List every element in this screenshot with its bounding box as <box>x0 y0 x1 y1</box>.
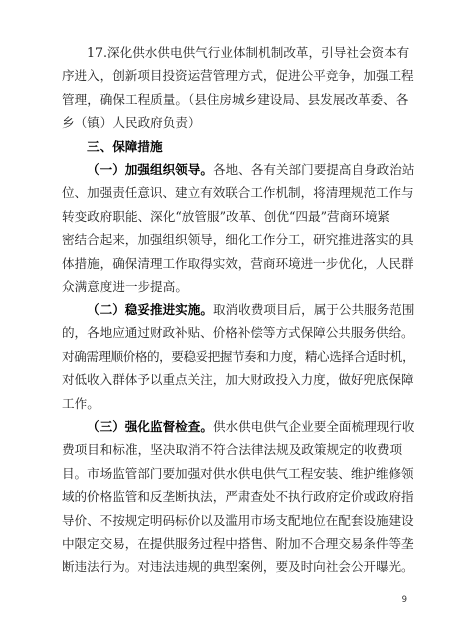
subsection-title: （三）强化监督检查。 <box>87 419 213 434</box>
section-heading: 三、保障措施 <box>87 139 163 154</box>
text-run: 供水供电供气企业要全面梳理现行收 <box>212 419 414 434</box>
text-run: 各地、各有关部门要提高自身政治站 <box>212 162 414 177</box>
text-line <box>62 158 414 181</box>
text-line: 密结合起来，加强组织领导，细化工作分工，研究推进落实的具 <box>62 232 414 248</box>
text-line: 对确需理顺价格的，要稳妥把握节奏和力度，精心选择合适时机， <box>62 348 414 364</box>
text-line: 工作。 <box>62 395 100 411</box>
subsection-title: （二）稳妥推进实施。 <box>87 302 213 317</box>
text-line: 断违法行为。对违法违规的典型案例，要及时向社会公开曝光。 <box>62 559 414 575</box>
text-line <box>62 415 414 438</box>
text-line: 序进入，创新项目投资运营管理方式，促进公平竞争，加强工程 <box>62 68 414 84</box>
text-line: 体措施，确保清理工作取得实效，营商环境进一步优化，人民群 <box>62 255 414 271</box>
text-line: 17.深化供水供电供气行业体制机制改革，引导社会资本有 <box>87 45 410 60</box>
paragraph-item-17 <box>62 41 414 135</box>
text-line: 费项目和标准，坚决取消不符合法律法规及政策规定的收费项 <box>62 442 403 458</box>
page-number: 9 <box>401 595 407 605</box>
text-line: 乡（镇）人民政府负责） <box>62 115 201 131</box>
paragraph-section-3 <box>62 415 414 579</box>
text-line: 的，各地应通过财政补贴、价格补偿等方式保障公共服务供给。 <box>62 325 414 341</box>
text-line: 导价、不按规定明码标价以及滥用市场支配地位在配套设施建设 <box>62 512 414 528</box>
paragraph-section-2 <box>62 298 414 415</box>
paragraph-section-1 <box>62 158 414 298</box>
text-line <box>62 298 414 321</box>
text-line: 众满意度进一步提高。 <box>62 279 188 295</box>
text-line: 中限定交易，在提供服务过程中搭售、附加不合理交易条件等垄 <box>62 536 414 552</box>
text-line: 转变政府职能、深化“放管服”改革、创优“四最”营商环境紧 <box>62 208 391 224</box>
text-run: 取消收费项目后，属于公共服务范围 <box>212 302 414 317</box>
text-line: 目。市场监管部门要加强对供水供电供气工程安装、维护维修领 <box>62 465 414 481</box>
text-line: 域的价格监管和反垄断执法，严肃查处不执行政府定价或政府指 <box>62 489 414 505</box>
subsection-title: （一）加强组织领导。 <box>87 162 213 177</box>
text-line: 管理，确保工程质量。（县住房城乡建设局、县发展改革委、各 <box>62 91 409 107</box>
text-line: 对低收入群体予以重点关注，加大财政投入力度，做好兜底保障 <box>62 372 414 388</box>
text-line: 位、加强责任意识、建立有效联合工作机制，将清理规范工作与 <box>62 185 414 201</box>
